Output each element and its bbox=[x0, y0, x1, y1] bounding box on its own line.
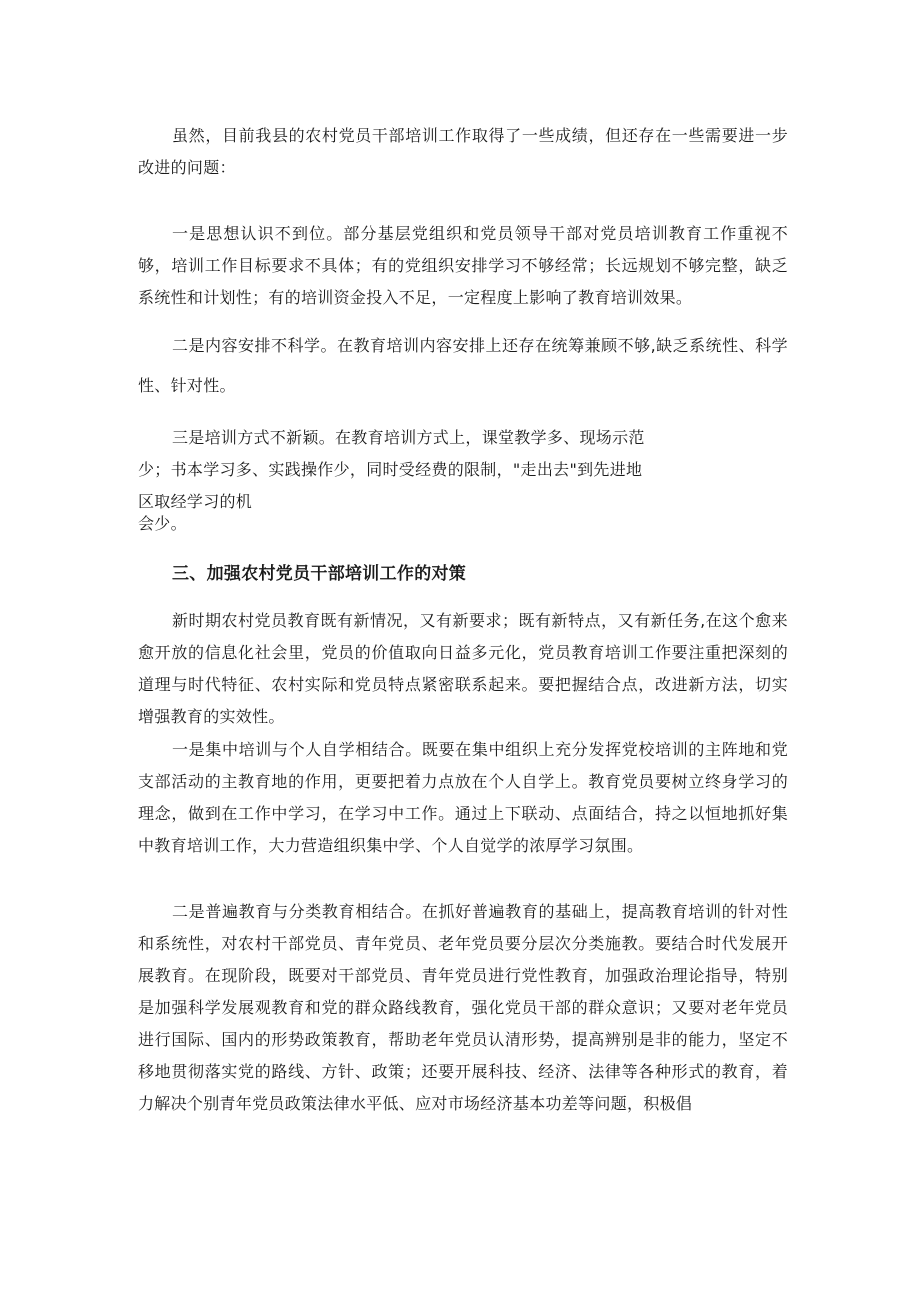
paragraph-problem-3: 三是培训方式不新颖。在教育培训方式上，课堂教学多、现场示范少；书本学习多、实践操作少，同时受经费的限制，"走出去"到先进地区取经学习的机 bbox=[138, 428, 645, 511]
paragraph-problem-3-tail: 会少。 bbox=[138, 514, 187, 533]
paragraph-intro: 虽然，目前我县的农村党员干部培训工作取得了一些成绩，但还存在一些需要进一步改进的问题： bbox=[138, 126, 788, 177]
paragraph-problem-2: 二是内容安排不科学。在教育培训内容安排上还存在统筹兼顾不够,缺乏系统性、科学性、针对性。 bbox=[138, 336, 788, 395]
paragraph-problem-1: 一是思想认识不到位。部分基层党组织和党员领导干部对党员培训教育工作重视不够，培训工作目标要求不具体；有的党组织安排学习不够经常；长远规划不够完整，缺乏系统性和计划性；有的培训资金投入不足，一定程度上影响了教育培训效果。 bbox=[138, 224, 788, 307]
paragraph-measure-1: 一是集中培训与个人自学相结合。既要在集中组织上充分发挥党校培训的主阵地和党支部活动的主教育地的作用，更要把着力点放在个人自学上。教育党员要树立终身学习的理念，做到在工作中学习，在学习中工作。通过上下联动、点面结合，持之以恒地抓好集中教育培训工作，大力营造组织集中学、个人自觉学的浓厚学习氛围。 bbox=[138, 740, 788, 855]
paragraph-section-intro: 新时期农村党员教育既有新情况，又有新要求；既有新特点，又有新任务,在这个愈来愈开放的信息化社会里，党员的价值取向日益多元化，党员教育培训工作要注重把深刻的道理与时代特征、农村实际和党员特点紧密联系起来。要把握结合点，改进新方法，切实增强教育的实效性。 bbox=[138, 611, 788, 726]
section-heading: 三、加强农村党员干部培训工作的对策 bbox=[172, 564, 467, 584]
paragraph-measure-2: 二是普遍教育与分类教育相结合。在抓好普遍教育的基础上，提高教育培训的针对性和系统性，对农村干部党员、青年党员、老年党员要分层次分类施教。要结合时代发展开展教育。在现阶段，既要对干部党员、青年党员进行党性教育，加强政治理论指导，特别是加强科学发展观教育和党的群众路线教育，强化党员干部的群众意识；又要对老年党员进行国际、国内的形势政策教育，帮助老年党员认清形势，提高辨别是非的能力，坚定不移地贯彻落实党的路线、方针、政策；还要开展科技、经济、法律等各种形式的教育，着力解决个别青年党员政策法律水平低、应对市场经济基本功差等问题，积极倡 bbox=[138, 902, 788, 1113]
